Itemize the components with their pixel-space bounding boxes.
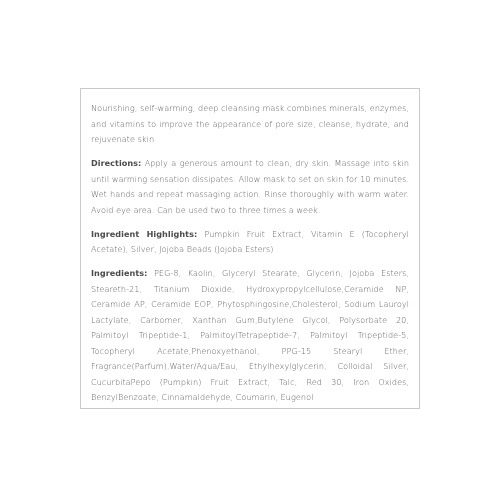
ingredients-paragraph — [91, 266, 409, 406]
highlights-text: Pumpkin Fruit Extract, Vitamin E (Tocopheryl Acetate), Silver, Jojoba Beads (Jojoba Esters) — [91, 228, 409, 254]
intro-paragraph — [91, 101, 409, 148]
highlights-paragraph — [91, 227, 409, 258]
highlights-label: Ingredient Highlights: — [91, 228, 198, 239]
directions-label: Directions: — [91, 158, 142, 168]
intro-text: Nourishing, self-warming, deep cleansing mask combines minerals, enzymes, and vitamins to improve the appearance of pore size, cleanse, hydrate, and rejuvenate skin — [91, 103, 409, 144]
ingredients-label: Ingredients: — [91, 268, 148, 278]
directions-paragraph — [91, 156, 409, 218]
product-info-panel — [80, 88, 420, 409]
ingredients-text: PEG-8, Kaolin, Glyceryl Stearate, Glycerin, Jojoba Esters, Steareth-21, Titanium Dioxide, Hydroxypropylcellulose,Ceramide NP, Ceramide AP, Ceramide EOP, Phytosphingosine,Cholesterol, Sodium Lauroyl Lactylate, Carbomer, Xanthan Gum,Butylene Glycol, Polysorbate 20, Palmitoyl Tripeptide-1, PalmitoylTetrapeptide-7, Palmitoyl Tripeptide-5, Tocopheryl Acetate,Phenoxyethanol, PPG-15 Stearyl Ether, Fragrance(Parfum),Water/Aqua/Eau, Ethylhexylglycerin, Colloidal Silver, CucurbitaPepo (Pumpkin) Fruit Extract, Talc, Red 30, Iron Oxides, BenzylBenzoate, Cinnamaldehyde, Coumarin, Eugenol — [91, 268, 409, 402]
directions-text: Apply a generous amount to clean, dry skin. Massage into skin until warming sensation dissipates. Allow mask to set on skin for 10 minutes. Wet hands and repeat massaging action. Rinse thoroughly with warm water. Avoid eye area. Can be used two to three times a week. — [91, 158, 409, 215]
